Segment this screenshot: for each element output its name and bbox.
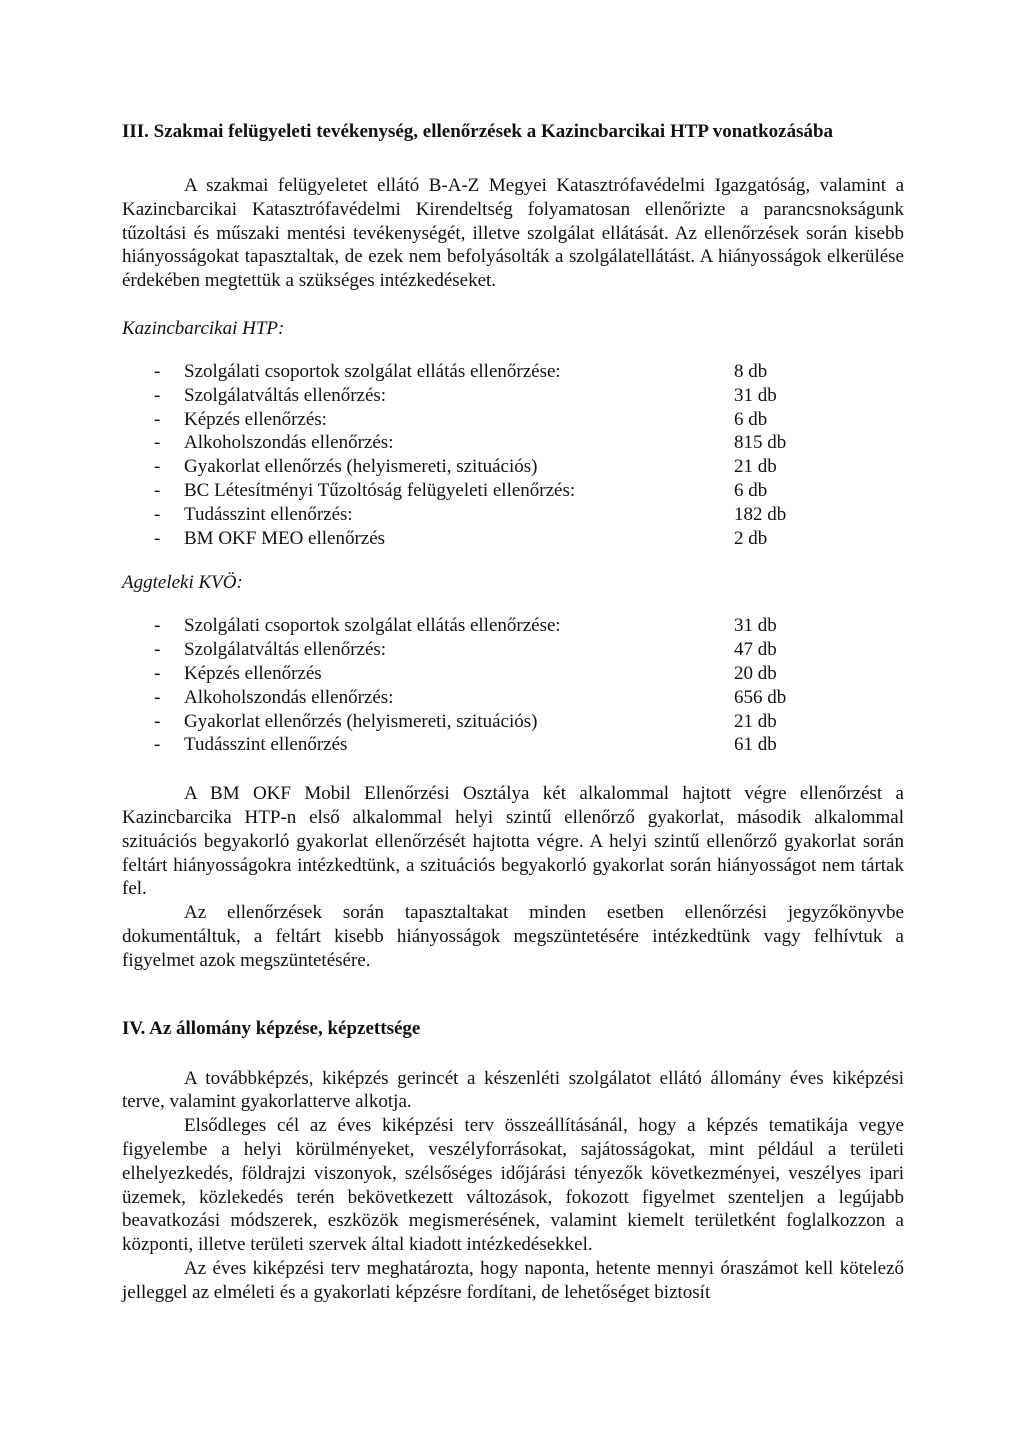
list-item: - BC Létesítményi Tűzoltóság felügyeleti ellenőrzés: 6 db — [154, 479, 768, 501]
item-value: 61 db — [734, 734, 777, 756]
list-item: - Szolgálatváltás ellenőrzés: 47 db — [154, 639, 777, 661]
paragraph-inspection-records: Az ellenőrzések során tapasztaltakat minden esetben ellenőrzési jegyzőkönyvbe dokumentáltuk, a feltárt kisebb hiányosságok megszüntetésére intézkedtünk vagy felhívtuk a figyelmet azok megszüntetésére. — [122, 902, 904, 971]
item-value: 182 db — [734, 503, 787, 525]
list-item: - BM OKF MEO ellenőrzés 2 db — [154, 527, 768, 549]
stats-list-kazincbarcikai — [122, 360, 904, 550]
list-item: - Tudásszint ellenőrzés 61 db — [154, 734, 777, 756]
list-item: - Szolgálati csoportok szolgálat ellátás ellenőrzése: 8 db — [154, 360, 768, 382]
section-heading-supervision: III. Szakmai felügyeleti tevékenység, ellenőrzések a Kazincbarcikai HTP vonatkozásába — [122, 121, 834, 142]
item-label: Tudásszint ellenőrzés — [184, 734, 348, 756]
item-value: 31 db — [734, 384, 777, 406]
stats-list-aggteleki — [122, 614, 904, 757]
item-label: Gyakorlat ellenőrzés (helyismereti, szituációs) — [184, 710, 538, 732]
item-value: 815 db — [734, 432, 787, 454]
item-value: 6 db — [734, 479, 768, 501]
subheading-kazincbarcikai-htp: Kazincbarcikai HTP: — [122, 317, 285, 339]
paragraph-mobile-inspection: A BM OKF Mobil Ellenőrzési Osztálya két alkalommal hajtott végre ellenőrzést a Kazincbarcika HTP-n első alkalommal helyi szintű ellenőrző gyakorlat, második alkalommal szituációs begyakorló gyakorlat ellenőrzését hajtotta végre. A helyi szintű ellenőrző gyakorlat során feltárt hiányosságokra intézkedtünk, a szituációs begyakorló gyakorlat során hiányosságot nem tártak fel. — [122, 783, 904, 900]
list-item: - Gyakorlat ellenőrzés (helyismereti, szituációs) 21 db — [154, 710, 777, 732]
item-label: Képzés ellenőrzés — [184, 662, 322, 684]
list-item: - Képzés ellenőrzés: 6 db — [154, 408, 768, 430]
paragraph-training-plan: A továbbképzés, kiképzés gerincét a készenléti szolgálatot ellátó állomány éves kiképzési terve, valamint gyakorlatterve alkotja. — [122, 1067, 904, 1113]
section-heading-training: IV. Az állomány képzése, képzettsége — [122, 1017, 421, 1039]
list-item: - Gyakorlat ellenőrzés (helyismereti, szituációs) 21 db — [154, 456, 777, 478]
item-label: Szolgálati csoportok szolgálat ellátás ellenőrzése: — [184, 615, 561, 637]
item-label: Képzés ellenőrzés: — [184, 408, 327, 430]
item-value: 6 db — [734, 408, 768, 430]
item-value: 20 db — [734, 662, 777, 684]
list-item: - Tudásszint ellenőrzés: 182 db — [154, 503, 787, 525]
subheading-aggteleki-kvo: Aggteleki KVÖ: — [122, 572, 243, 594]
item-label: Alkoholszondás ellenőrzés: — [184, 686, 394, 708]
item-label: Szolgálatváltás ellenőrzés: — [184, 639, 387, 661]
item-value: 31 db — [734, 615, 777, 637]
list-item: - Alkoholszondás ellenőrzés: 656 db — [154, 686, 787, 708]
item-value: 21 db — [734, 456, 777, 478]
paragraph-supervision-intro: A szakmai felügyeletet ellátó B-A-Z Megyei Katasztrófavédelmi Igazgatóság, valamint a Kazincbarcikai Katasztrófavédelmi Kirendeltség folyamatosan ellenőrizte a parancsnokságunk tűzoltási és műszaki mentési tevékenységét, illetve szolgálat ellátását. Az ellenőrzések során kisebb hiányosságokat tapasztaltak, de ezek nem befolyásolták a szolgálatellátást. A hiányosságok elkerülése érdekében megtettük a szükséges intézkedéseket. — [122, 175, 904, 292]
item-value: 21 db — [734, 710, 777, 732]
list-item: - Alkoholszondás ellenőrzés: 815 db — [154, 432, 787, 454]
document-body — [122, 118, 904, 1304]
item-label: Tudásszint ellenőrzés: — [184, 503, 353, 525]
item-label: Gyakorlat ellenőrzés (helyismereti, szituációs) — [184, 456, 538, 478]
item-label: Alkoholszondás ellenőrzés: — [184, 432, 394, 454]
list-item: - Szolgálati csoportok szolgálat ellátás ellenőrzése: 31 db — [154, 615, 777, 637]
item-label: BM OKF MEO ellenőrzés — [184, 527, 386, 549]
item-label: BC Létesítményi Tűzoltóság felügyeleti ellenőrzés: — [184, 479, 576, 501]
item-value: 8 db — [734, 360, 768, 382]
item-value: 47 db — [734, 639, 777, 661]
item-value: 2 db — [734, 527, 768, 549]
list-item: - Képzés ellenőrzés 20 db — [154, 662, 777, 684]
item-value: 656 db — [734, 686, 787, 708]
list-item: - Szolgálatváltás ellenőrzés: 31 db — [154, 384, 777, 406]
paragraph-training-hours: Az éves kiképzési terv meghatározta, hogy naponta, hetente mennyi óraszámot kell kötelező jelleggel az elméleti és a gyakorlati képzésre fordítani, de lehetőséget biztosít — [122, 1257, 904, 1303]
paragraph-training-goals: Elsődleges cél az éves kiképzési terv összeállításánál, hogy a képzés tematikája vegye figyelembe a helyi körülményeket, veszélyforrásokat, sajátosságokat, mint például a területi elhelyezkedés, földrajzi viszonyok, szélsőséges időjárási tényezők következményei, veszélyes ipari üzemek, közlekedés terén bekövetkezett változások, fokozott figyelmet szenteljen a legújabb beavatkozási módszerek, eszközök megismerésének, valamint kiemelt területként foglalkozzon a központi, illetve területi szervek által kiadott intézkedésekkel. — [122, 1115, 904, 1256]
item-label: Szolgálatváltás ellenőrzés: — [184, 384, 387, 406]
item-label: Szolgálati csoportok szolgálat ellátás ellenőrzése: — [184, 360, 561, 382]
